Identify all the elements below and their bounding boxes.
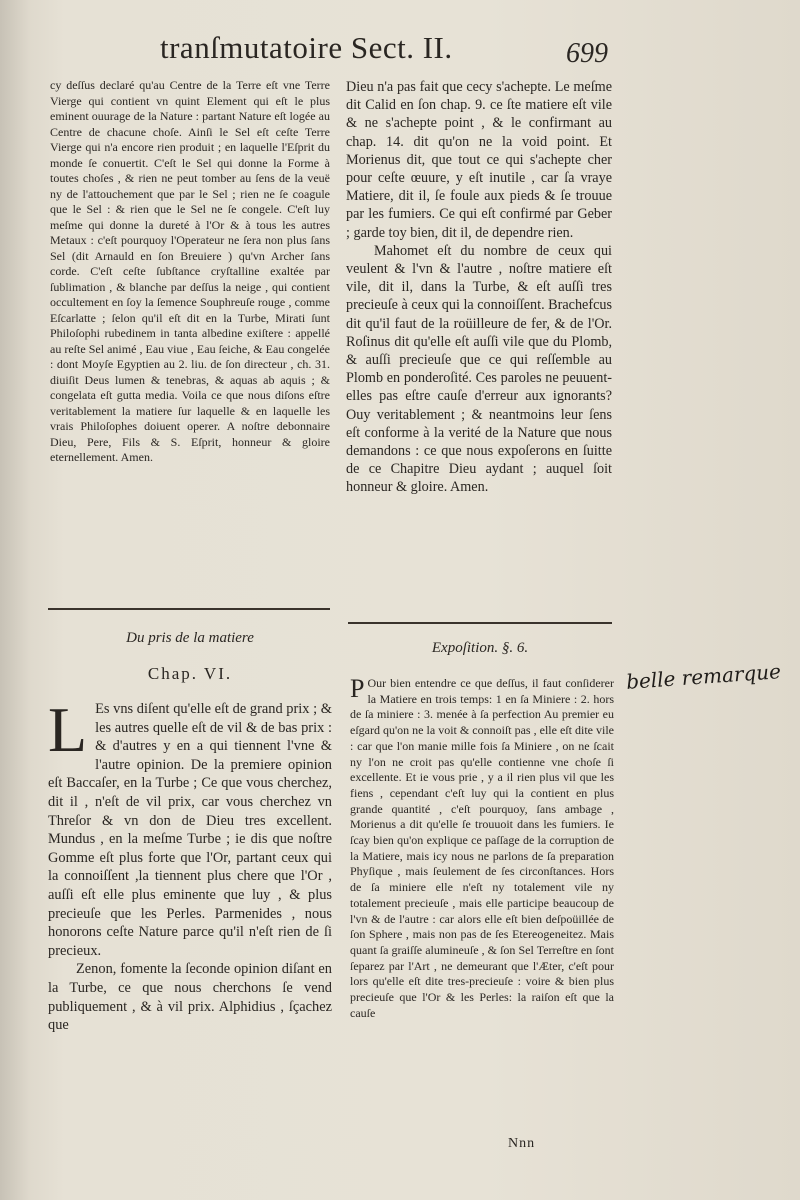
top-right-paragraph-1: Dieu n'a pas fait que cecy s'achepte. Le meſme dit Calid en ſon chap. 9. ce ſte matiere eſt vile & ne s'achepte point , & le confirmant au chap. 14. dit qu'on ne la void point. Et Morienus dit, que tout ce qui s'achepte cher pour ceſte œuure, y eſt inutile , car ſa vraye Matiere, dit il, ſe foule aux pieds & ſe trouue par les fumiers. Ce qui eſt confirmé par Geber ; garde toy bien, dit il, de dependre rien. — [346, 79, 612, 241]
bottom-right-text: Our bien entendre ce que deſſus, il faut conſiderer la Matiere en trois temps: 1 en ſa Miniere : 2. hors de ſa miniere : 3. menée à ſa perfection Au premier eu eſgard qu'on ne la voit & connoiſt pas , elle eſt dite vile : car que l'on manie mille fois ſa Miniere , on ne ſcait ny l'on ne croit pas qu'elle contienne vne choſe ſi excellente. Et ie vous prie , y a il rien plus vil que les fiens , cependant c'eſt luy qui la contient en plus grande quantité , c'eſt pourquoy, ſans ambage , Morienus a dit qu'elle ſe trouuoit dans les fumiers. Ie ſcay bien qu'on explique ce paſſage de la corruption de la Matiere, mais icy nous ne parlons de ſa preparation Phyſique , mais ſeulement de ſes circonſtances. Hors de ſa miniere elle n'eſt ny totalement vile ny totalement precieuſe , mais elle participe beaucoup de l'vn & de l'autre : car alors elle eſt bien deſpoüillée de ſon Sphere , mais non pas de ſes Etereogeneitez. Mais quant ſa graiſſe alumineuſe , & ſon Sel Terreſtre en ſont ſeparez par l'Art , ne demeurant que l'Æter, c'eſt pour lors qu'elle eſt dite tres-precieuſe : voire & bien plus precieuſe que l'Or & les Perles: la raiſon eſt que la cauſe — [350, 676, 614, 1020]
bottom-right-column — [350, 676, 614, 1021]
bottom-left-text-1: Es vns diſent qu'elle eſt de grand prix ; & les autres quelle eſt de vil & de bas prix : & d'autres y en a qui tiennent l'vne & l'autre opinion. De la premiere opinion eſt Baccaſer, en la Turbe ; Ce que vous cherchez, dit il , n'eſt de vil prix, car vous cherchez vn Threſor & vn don de Dieu tres excellent. Mundus , en la meſme Turbe ; ie dis que noſtre Gomme eſt plus forte que l'Or, partant ceux qui la connoiſſent ,la tiennent plus chere que l'Or , auſſi eſt elle plus eminente que luy , & plus precieuſe que les Perles. Parmenides , nous honorons ceſte Nature parce qu'il n'eſt rien de ſi precieux. — [48, 701, 332, 959]
bottom-left-column — [48, 694, 332, 1035]
dropcap-left: L — [48, 694, 88, 765]
catchword: Nnn — [508, 1136, 536, 1151]
bottom-left-paragraph-1 — [48, 694, 332, 960]
bottom-left-paragraph-2: Zenon, fomente la ſeconde opinion diſant en la Turbe, ce que nous cherchons ſe vend publiquement , & à vil prix. Alphidius , ſçachez que — [48, 961, 332, 1034]
right-section-rule — [348, 622, 612, 624]
chapter-label: Chap. VI. — [147, 664, 233, 683]
left-section-rule — [48, 608, 330, 610]
top-left-column — [50, 78, 330, 466]
page-number: 699 — [566, 38, 608, 69]
top-right-column — [346, 78, 612, 497]
dropcap-right: P — [350, 674, 365, 703]
top-right-paragraph-2: Mahomet eſt du nombre de ceux qui veulent & l'vn & l'autre , noſtre matiere eſt vile, dit il, dans la Turbe, & eſt auſſi tres precieuſe à ceux qui la connoiſſent. Brachefcus dit qu'il faut de la roüilleure de fer, & de l'Or. Roſinus dit qu'elle eſt auſſi vile que du Plomb, & auſſi precieuſe que ce qui reſſemble au Plomb en ponderoſité. Ces paroles ne peuuent-elles pas eſtre cauſe d'erreur aux ignorants? Ouy veritablement ; & neantmoins leur ſens eſt conforme à la verité de la Nature que nous demandons : ce que nous expoſerons en ſuitte de ce Chapitre Dieu aydant ; auquel ſoit honneur & gloire. Amen. — [346, 242, 612, 496]
running-title: tranſmutatoire Sect. II. — [160, 30, 453, 65]
section-title-left: Du pris de la matiere — [126, 630, 254, 646]
bottom-right-paragraph — [350, 676, 614, 1021]
top-left-paragraph: cy deſſus declaré qu'au Centre de la Terre eſt vne Terre Vierge qui contient vn quint Element qui eſt le plus eminent ouurage de la Nature : partant Nature eſt logée au Centre de chacune choſe. Ainſi le Sel eſt ceſte Terre Vierge qui n'a encore rien produit ; en laquelle l'Eſprit du monde ſe conuertit. C'eſt le Sel qui donne la Forme à toutes choſes , & rien ne peut tomber au ſens de la veuë ny de l'attouchement que par le Sel ; rien ne ſe coagule que le Sel : & rien que le Sel ne ſe congele. C'eſt luy meſme qui donne la dureté à l'Or & à tous les autres Metaux : c'eſt pourquoy l'Operateur ne ſera non plus ſans Sel (dit Arnauld en ſon Breuiere ) qu'vn Archer ſans corde. C'eſt ceſte ſubſtance cryſtalline exaltée par ſublimation , & blanche par deſſus la neige , qui contient occultement en ſoy la ſemence Souphreuſe rouge , comme Eſcarlatte ; ſelon qu'il eſt dit en la Turbe, Mirati ſunt Philoſophi rubedinem in tanta albedine exiſtere : appellé au reſte Sel animé , Eau viue , Eau ſeiche, & Eau congelée : dont Moyſe Egyptien au 2. liu. de ſon directeur , ch. 31. diuiſit Deus lumen & tenebras, & aquas ab aquis ; & congelata eſt gutta media. Voila ce que nous diſons eſtre veritablement la matiere ſur laquelle & en laquelle les vrais Philoſophes doiuent operer. A noſtre debonnaire Dieu, Pere, Fils & S. Eſprit, honneur & gloire eternellement. Amen. — [50, 78, 330, 464]
handwritten-marginal-note: belle remarque — [625, 659, 782, 694]
spine-shadow — [0, 0, 30, 1200]
section-title-right: Expoſition. §. 6. — [431, 640, 529, 656]
